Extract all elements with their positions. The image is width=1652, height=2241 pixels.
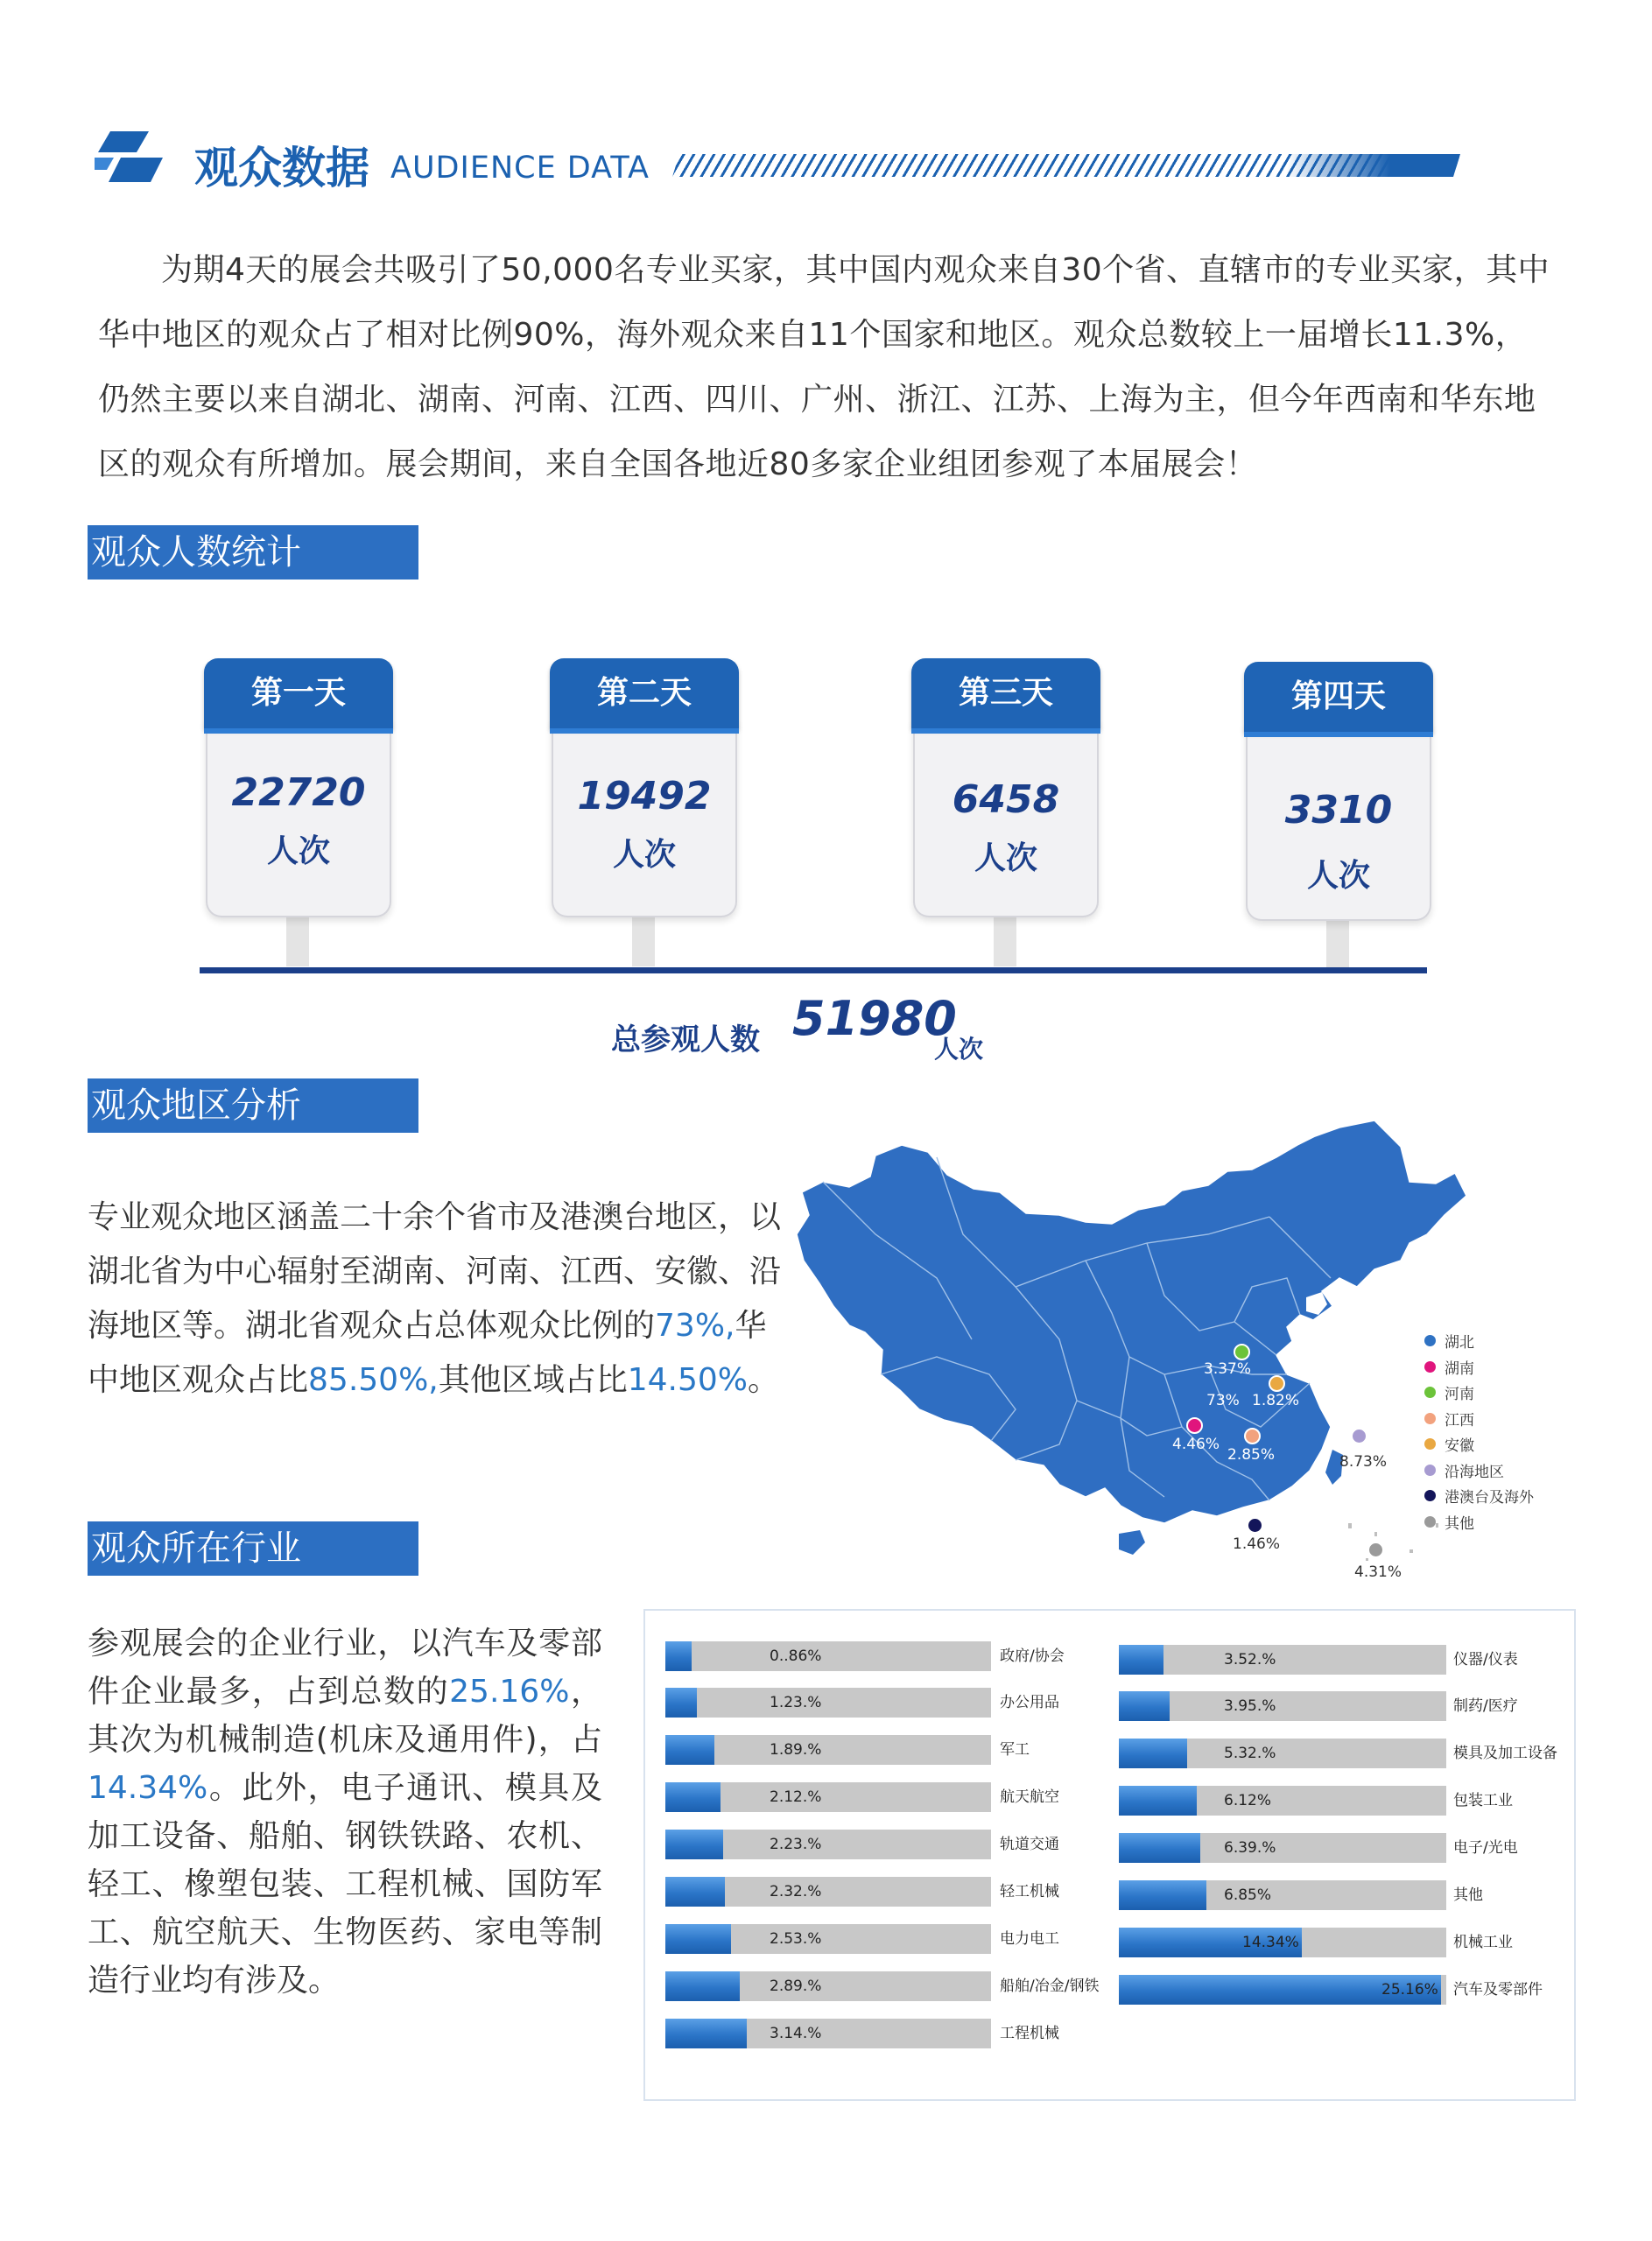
bar-category-label: 机械工业 [1453,1934,1513,1951]
bar-value-label: 1.23.% [770,1694,822,1711]
legend-dot-icon [1424,1490,1436,1501]
bar-category-label: 轻工机械 [1000,1883,1059,1900]
industry-bar-row [1119,1691,1602,1721]
bar-category-label: 电力电工 [1000,1930,1059,1948]
legend-dot-icon [1424,1516,1436,1528]
industry-bar-row [665,2019,1149,2048]
day-label: 第三天 [911,658,1100,728]
legend-label: 湖南 [1445,1359,1474,1378]
legend-item [1424,1380,1534,1406]
bar-fill [665,1830,723,1859]
legend-dot-icon [1424,1413,1436,1424]
bar-fill [665,1688,697,1718]
industry-bar-row [1119,1645,1602,1675]
bar-category-label: 军工 [1000,1741,1030,1759]
bar-value-label: 1.89.% [770,1741,822,1759]
section-label-region: 观众地区分析 [88,1078,418,1133]
bar-fill [1119,1786,1197,1816]
bar-fill [1119,1739,1187,1768]
bar-category-label: 制药/医疗 [1453,1697,1518,1715]
section-label-industry: 观众所在行业 [88,1521,418,1576]
card-post [1326,921,1349,970]
industry-bar-row [665,1782,1149,1812]
map-marker-dot [1186,1417,1203,1434]
legend-item [1424,1406,1534,1432]
region-text-1: 专业观众地区涵盖二十余个省市及港澳台地区，以湖北省为中心辐射至湖南、河南、江西、安徽、沿海地区等。湖北省观众占总体观众比例的 [88,1199,782,1344]
bar-value-label: 2.53.% [770,1930,822,1948]
region-paragraph [88,1191,788,1408]
map-percent-label: 3.37% [1204,1360,1252,1378]
region-highlight-hubei: 73%, [655,1308,735,1344]
industry-bar-row [1119,1975,1602,2005]
card-body [552,720,737,917]
total-unit: 人次 [934,1035,984,1064]
industry-bar-row [665,1688,1149,1718]
bar-value-label: 6.12% [1224,1792,1272,1809]
day-unit: 人次 [612,837,676,873]
bar-fill [665,2019,747,2048]
bar-category-label: 轨道交通 [1000,1836,1059,1853]
legend-label: 港澳台及海外 [1445,1489,1534,1507]
region-text-3: 其他区域占比 [438,1362,628,1398]
bar-fill [1119,1691,1170,1721]
bar-fill [1119,1880,1206,1910]
legend-label: 河南 [1445,1386,1474,1404]
total-value: 51980 [792,991,957,1046]
bar-fill [665,1782,721,1812]
card-post [994,917,1016,966]
industry-bar-row [1119,1928,1602,1957]
page-subtitle: AUDIENCE DATA [390,151,650,186]
legend-label: 沿海地区 [1445,1463,1504,1481]
industry-bar-row [1119,1786,1602,1816]
bar-track [665,1641,991,1671]
map-percent-label: 73% [1206,1392,1240,1409]
industry-text-1: 参观展会的企业行业，以汽车及零部件企业最多，占到总数的 [88,1626,602,1710]
bar-category-label: 船舶/冶金/钢铁 [1000,1978,1100,1995]
legend-label: 其他 [1445,1514,1474,1533]
bar-value-label: 6.39.% [1224,1839,1276,1857]
region-highlight-other: 14.50% [627,1362,749,1398]
industry-bar-row [665,1641,1149,1671]
map-marker-dot [1367,1542,1384,1558]
legend-dot-icon [1424,1361,1436,1373]
day-unit: 人次 [266,833,330,869]
bar-category-label: 仪器/仪表 [1453,1651,1518,1668]
legend-item [1424,1328,1534,1354]
map-marker-dot [1244,1428,1261,1444]
region-text-2: 华中地区观众占比 [88,1308,767,1398]
bar-category-label: 汽车及零部件 [1453,1981,1543,1999]
industry-bar-row [1119,1833,1602,1863]
map-marker-dot [1234,1344,1250,1360]
map-percent-label: 1.82% [1252,1392,1300,1409]
bar-fill [665,1924,731,1954]
industry-bar-row [665,1735,1149,1765]
bar-fill [665,1641,692,1671]
bar-fill [665,1735,714,1765]
legend-label: 安徽 [1445,1437,1474,1456]
industry-highlight-auto: 25.16% [449,1674,570,1710]
bar-value-label: 5.32.% [1224,1745,1276,1762]
day-unit: 人次 [1306,858,1370,894]
industry-bar-row [665,1971,1149,2001]
map-percent-label: 8.73% [1339,1453,1388,1471]
day-count: 22720 [231,770,366,815]
map-legend [1424,1328,1534,1535]
map-percent-label: 1.46% [1233,1535,1281,1553]
bar-fill [665,1877,725,1907]
map-percent-label: 4.46% [1172,1436,1220,1453]
bar-value-label: 0..86% [770,1647,822,1665]
header-logo-icon [95,131,165,182]
bar-value-label: 3.52.% [1224,1651,1276,1668]
legend-item [1424,1509,1534,1535]
bar-value-label: 3.14.% [770,2025,822,2042]
industry-bar-row [665,1830,1149,1859]
industry-bar-row [1119,1880,1602,1910]
bar-value-label: 3.95.% [1224,1697,1276,1715]
map-marker-dot [1247,1517,1263,1534]
legend-dot-icon [1424,1438,1436,1450]
industry-paragraph [88,1619,602,2005]
legend-label: 湖北 [1445,1334,1474,1352]
map-marker-dot [1351,1428,1367,1444]
legend-dot-icon [1424,1465,1436,1476]
bar-category-label: 电子/光电 [1453,1839,1518,1857]
bar-category-label: 政府/协会 [1000,1647,1065,1665]
hainan-shape [1119,1530,1145,1555]
day-count: 6458 [952,777,1060,822]
legend-dot-icon [1424,1387,1436,1398]
industry-text-2: ，其次为机械制造(机床及通用件)，占 [88,1674,602,1758]
bar-track [1119,1645,1446,1675]
bar-track [665,1688,991,1718]
header-stripe-end-decoration [1285,154,1460,177]
day-unit: 人次 [974,840,1037,876]
map-percent-label: 2.85% [1227,1446,1276,1464]
bar-category-label: 工程机械 [1000,2025,1059,2042]
bar-value-label: 2.23.% [770,1836,822,1853]
card-body [206,720,391,917]
timeline-bar [200,967,1427,973]
industry-bar-row [1119,1739,1602,1768]
bar-fill [665,1971,740,2001]
day-count: 19492 [577,774,712,818]
industry-bar-row [665,1924,1149,1954]
region-highlight-central: 85.50%, [308,1362,439,1398]
map-percent-label: 4.31% [1354,1563,1402,1581]
legend-dot-icon [1424,1335,1436,1346]
section-label-count: 观众人数统计 [88,525,418,580]
industry-text-3: 。此外，电子通讯、模具及加工设备、船舶、钢铁铁路、农机、轻工、橡塑包装、工程机械、国防军工、航空航天、生物医药、家电等制造行业均有涉及。 [88,1770,602,1999]
map-marker-dot [1269,1375,1285,1392]
industry-highlight-machinery: 14.34% [88,1770,208,1806]
bar-category-label: 包装工业 [1453,1792,1513,1809]
bar-category-label: 模具及加工设备 [1453,1745,1557,1762]
industry-bar-row [665,1877,1149,1907]
legend-item [1424,1458,1534,1484]
bar-value-label: 25.16% [1381,1981,1438,1999]
day-label: 第二天 [550,658,739,728]
bar-category-label: 其他 [1453,1886,1483,1904]
total-label: 总参观人数 [611,1022,760,1057]
bar-category-label: 航天航空 [1000,1788,1059,1806]
intro-paragraph: 为期4天的展会共吸引了50,000名专业买家，其中国内观众来自30个省、直辖市的专业买家，其中华中地区的观众占了相对比例90%，海外观众来自11个国家和地区。观众总数较上一届增长11.3%，仍然主要以来自湖北、湖南、河南、江西、四川、广州、浙江、江苏、上海为主，但今年西南和华东地区的观众有所增加。展会期间，来自全国各地近80多家企业组团参观了本届展会！ [98,252,1550,482]
region-text-4: 。 [748,1362,780,1398]
bar-fill [1119,1833,1200,1863]
legend-item [1424,1354,1534,1380]
page-title: 观众数据 [194,143,369,193]
card-post [286,917,309,966]
legend-label: 江西 [1445,1411,1474,1430]
bar-value-label: 6.85% [1224,1886,1272,1904]
legend-item [1424,1483,1534,1509]
card-post [632,917,655,966]
bar-fill [1119,1645,1163,1675]
china-map [797,1112,1480,1567]
bar-value-label: 2.89.% [770,1978,822,1995]
bar-value-label: 14.34% [1242,1934,1299,1951]
bar-value-label: 2.12.% [770,1788,822,1806]
day-count: 3310 [1284,788,1393,832]
day-label: 第四天 [1244,662,1433,732]
legend-item [1424,1431,1534,1458]
bar-category-label: 办公用品 [1000,1694,1059,1711]
bar-value-label: 2.32.% [770,1883,822,1900]
day-label: 第一天 [204,658,393,728]
